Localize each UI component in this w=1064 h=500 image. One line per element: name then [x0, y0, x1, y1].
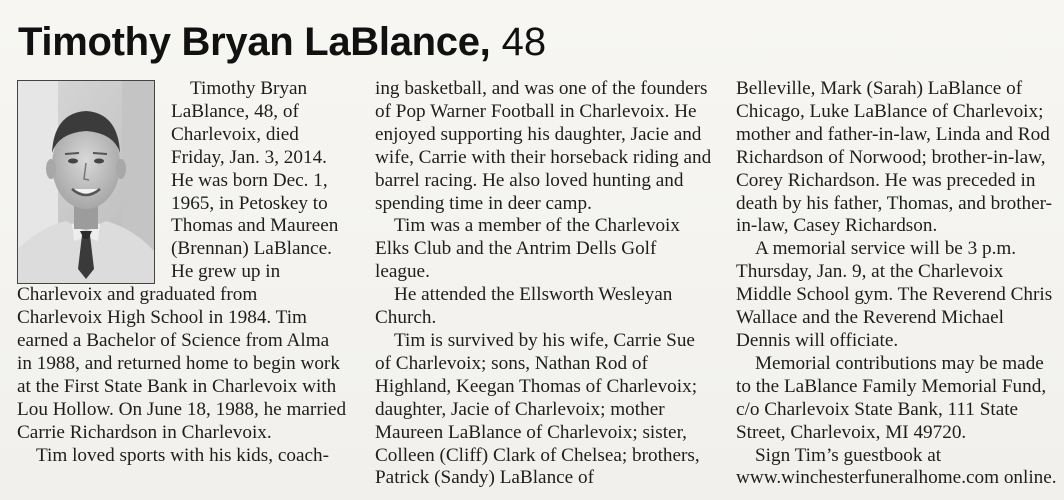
- obituary-paragraph: Tim is survived by his wife, Carrie Sue of Charlevoix; sons, Nathan Rod of Highland, Keegan Thomas of Charlevoix; daughter, Jacie of Charlevoix; mother Maureen LaBlance of Charlevoix; sister, Colleen (Cliff) Clark of Chelsea; brothers, Patrick (Sandy) LaBlance of: [375, 329, 700, 489]
- obituary-paragraph: A memorial service will be 3 p.m. Thursday, Jan. 9, at the Charlevoix Middle School gym. The Reverend Chris Wallace and the Reverend Michael Dennis will officiate.: [736, 238, 1053, 351]
- obituary-paragraph: Tim loved sports with his kids, coach-: [36, 444, 329, 466]
- obituary-headline: [18, 18, 546, 66]
- obituary-paragraph: Memorial contributions may be made to the LaBlance Family Memorial Fund, c/o Charlevoix State Bank, 111 State Street, Charlevoix, MI 49720.: [736, 352, 1047, 443]
- obituary-paragraph: Tim was a member of the Charlevoix Elks Club and the Antrim Dells Golf league.: [375, 215, 680, 283]
- headline-name: Timothy Bryan LaBlance,: [18, 20, 491, 64]
- text-column-1: [17, 78, 347, 467]
- headline-age: 48: [501, 20, 547, 64]
- obituary-paragraph: Sign Tim’s guestbook at www.winchesterfuneralhome.com online.: [736, 444, 1057, 489]
- text-column-2: [375, 78, 713, 490]
- portrait-photo-frame: [17, 80, 157, 284]
- text-column-3: [736, 78, 1062, 490]
- portrait-photo: [17, 80, 155, 284]
- obituary-paragraph: ing basketball, and was one of the founders of Pop Warner Football in Charlevoix. He enjoyed supporting his daughter, Jacie and wife, Carrie with their horseback riding and barrel racing. He also loved hunting and spending time in deer camp.: [375, 78, 712, 214]
- obituary-paragraph: Belleville, Mark (Sarah) LaBlance of Chicago, Luke LaBlance of Charlevoix; mother and father-in-law, Linda and Rod Richardson of Norwood; brother-in-law, Corey Richardson. He was preceded in death by his father, Thomas, and brother-in-law, Casey Richardson.: [736, 78, 1053, 237]
- obituary-paragraph: He attended the Ellsworth Wesleyan Church.: [375, 284, 673, 329]
- obituary-paragraph: Timothy Bryan LaBlance, 48, of Charlevoix, died Friday, Jan. 3, 2014. He was born Dec. 1, 1965, in Petoskey to Thomas and Maureen (Brennan) LaBlance. He grew up in Charlevoix and graduated from Charlevoix High School in 1984. Tim earned a Bachelor of Science from Alma in 1988, and returned home to begin work at the First State Bank in Charlevoix with Lou Hollow. On June 18, 1988, he married Carrie Richardson in Charlevoix.: [17, 78, 347, 443]
